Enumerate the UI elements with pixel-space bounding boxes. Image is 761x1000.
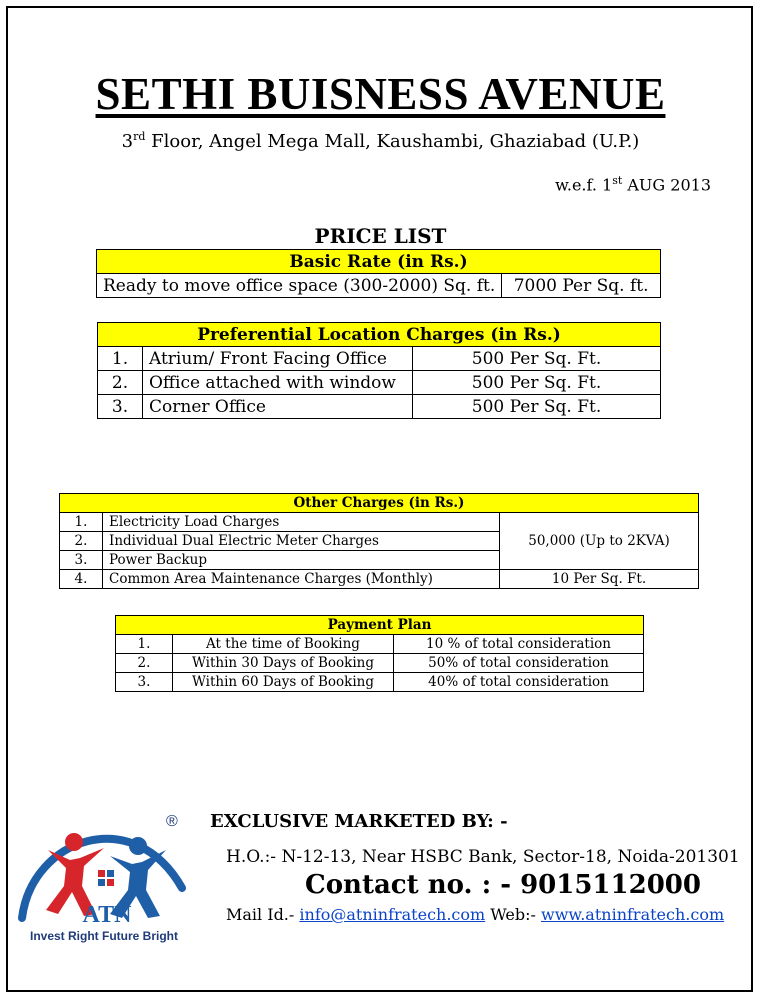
row-number: 1. [60, 513, 103, 532]
payment-plan-heading: Payment Plan [116, 616, 644, 635]
row-number: 3. [60, 551, 103, 570]
payment-amount: 40% of total consideration [394, 673, 644, 692]
row-number: 3. [98, 395, 143, 419]
maintenance-charge-value: 10 Per Sq. Ft. [500, 570, 699, 589]
other-charge-label: Power Backup [103, 551, 500, 570]
plc-value: 500 Per Sq. Ft. [413, 371, 661, 395]
table-row [97, 274, 661, 298]
web-label: Web:- [490, 905, 536, 924]
table-row [60, 513, 699, 532]
page-title: SETHI BUISNESS AVENUE [95, 69, 666, 119]
address-rest: Floor, Angel Mega Mall, Kaushambi, Ghaziabad (U.P.) [145, 131, 640, 152]
effective-date-suffix: st [612, 174, 623, 187]
row-number: 4. [60, 570, 103, 589]
table-header-row [116, 616, 644, 635]
atn-logo [14, 808, 200, 948]
table-header-row [98, 323, 661, 347]
marketed-by-heading: EXCLUSIVE MARKETED BY: - [210, 811, 508, 832]
row-number: 2. [60, 532, 103, 551]
row-number: 2. [98, 371, 143, 395]
basic-rate-value: 7000 Per Sq. ft. [502, 274, 661, 298]
plc-value: 500 Per Sq. Ft. [413, 395, 661, 419]
logo-text: ATN [82, 902, 132, 928]
combined-charge-value: 50,000 (Up to 2KVA) [500, 513, 699, 570]
table-row [98, 347, 661, 371]
logo-tagline: Invest Right Future Bright [30, 929, 178, 943]
price-list-heading: PRICE LIST [314, 224, 447, 248]
payment-stage: At the time of Booking [173, 635, 394, 654]
row-number: 1. [98, 347, 143, 371]
plc-table [97, 322, 661, 419]
plc-heading: Preferential Location Charges (in Rs.) [98, 323, 661, 347]
address-floor-suffix: rd [133, 130, 146, 143]
table-row [98, 395, 661, 419]
contact-number: Contact no. : - 9015112000 [305, 870, 701, 900]
basic-rate-description: Ready to move office space (300-2000) Sq. ft. [97, 274, 502, 298]
address-floor-number: 3 [121, 131, 134, 152]
plc-label: Office attached with window [143, 371, 413, 395]
payment-plan-table [115, 615, 644, 692]
table-header-row [60, 494, 699, 513]
table-row [98, 371, 661, 395]
effective-date-prefix: w.e.f. 1 [555, 175, 613, 195]
row-number: 3. [116, 673, 173, 692]
other-charge-label: Individual Dual Electric Meter Charges [103, 532, 500, 551]
table-row [116, 635, 644, 654]
contact-line [226, 905, 724, 924]
plc-label: Atrium/ Front Facing Office [143, 347, 413, 371]
basic-rate-heading: Basic Rate (in Rs.) [97, 250, 661, 274]
payment-stage: Within 30 Days of Booking [173, 654, 394, 673]
payment-amount: 50% of total consideration [394, 654, 644, 673]
table-row [116, 654, 644, 673]
website-link[interactable]: www.atninfratech.com [541, 905, 725, 924]
registered-mark: ® [166, 813, 178, 830]
row-number: 1. [116, 635, 173, 654]
other-charge-label: Common Area Maintenance Charges (Monthly) [103, 570, 500, 589]
other-charges-heading: Other Charges (in Rs.) [60, 494, 699, 513]
other-charge-label: Electricity Load Charges [103, 513, 500, 532]
table-row [60, 570, 699, 589]
head-office-address: H.O.:- N-12-13, Near HSBC Bank, Sector-18, Noida-201301 [226, 847, 740, 867]
email-link[interactable]: info@atninfratech.com [299, 905, 486, 924]
payment-amount: 10 % of total consideration [394, 635, 644, 654]
row-number: 2. [116, 654, 173, 673]
payment-stage: Within 60 Days of Booking [173, 673, 394, 692]
basic-rate-table [96, 249, 661, 298]
table-row [116, 673, 644, 692]
table-header-row [97, 250, 661, 274]
plc-value: 500 Per Sq. Ft. [413, 347, 661, 371]
address-line [0, 130, 761, 152]
other-charges-table [59, 493, 699, 589]
plc-label: Corner Office [143, 395, 413, 419]
effective-date [555, 174, 711, 194]
mail-label: Mail Id.- [226, 905, 295, 924]
effective-date-rest: AUG 2013 [622, 175, 711, 195]
